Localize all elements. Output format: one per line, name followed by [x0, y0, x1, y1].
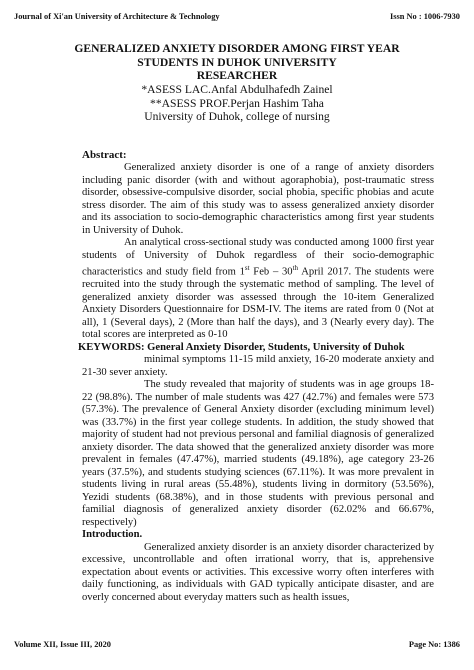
abstract-paragraph-1: Generalized anxiety disorder is one of a range of anxiety disorders including panic disorder (with and without agoraphobia), post-traumatic stress disorder, obsessive-compulsive disorder, social phobia, specific phobias and acute stress disorder. The aim of this study was to assess generalized anxiety disorder and its association to socio-demographic characteristics among first year students in University of Duhok.	[82, 162, 434, 236]
introduction-paragraph-1: Generalized anxiety disorder is an anxiety disorder characterized by excessive, uncontrollable and often irrational worry, that is, apprehensive expectation about events or activities. This excessive worry often interferes with daily functioning, as individuals with GAD typically anticipate disaster, and are overly concerned about everyday matters such as health issues,	[82, 541, 434, 603]
running-footer	[14, 640, 460, 649]
abstract-paragraph-4: The study revealed that majority of students was in age groups 18-22 (98.8%). The number of male students was 427 (42.7%) and females were 573 (57.3%). The prevalence of General Anxiety disorder (excluding minimum level) was (33.7%) in the first year college students. In addition, the study showed that majority of student had not previous personal and familial diagnosis of generalized anxiety disorder. The data showed that the generalized anxiety disorder was more prevalent in females (47.47%), married students (49.18%), age category 23-26 years (37.5%), and students studying sciences (67.11%). It was more prevalent in students living in rural areas (55.48%), students living in dormitory (53.56%), Yezidi students (68.38%), and in those students with previous personal and familial diagnosis of generalized anxiety disorder (62.02% and 66.67%, respectively)	[82, 379, 434, 528]
author-2: **ASESS PROF.Perjan Hashim Taha	[150, 96, 324, 110]
affiliation: University of Duhok, college of nursing	[144, 110, 330, 124]
abstract-paragraph-3: minimal symptoms 11-15 mild anxiety, 16-20 moderate anxiety and 21-30 sever anxiety.	[82, 354, 434, 378]
issn: Issn No : 1006-7930	[389, 12, 460, 21]
introduction-heading: Introduction.	[82, 529, 143, 541]
page-number: Page No: 1386	[408, 640, 460, 649]
running-header	[14, 12, 460, 21]
author-1: *ASESS LAC.Anfal Abdulhafedh Zainel	[141, 83, 333, 96]
author-block	[0, 83, 474, 124]
journal-name: Journal of Xi'an University of Architecture & Technology	[14, 12, 220, 21]
title-line-3: RESEARCHER	[196, 69, 278, 83]
abstract-body	[78, 162, 434, 604]
volume-issue: Volume XII, Issue III, 2020	[14, 640, 111, 649]
abstract-paragraph-2: An analytical cross-sectional study was conducted among 1000 first year students of University of Duhok regardless of their socio-demographic characteristics and study field from 1st Feb – 30th April 2017. The students were recruited into the study through the systematic method of sampling. The level of generalized anxiety disorder was assessed through the 10-item Generalized Anxiety Disorders Questionnaire for DSM-IV. The items are rated from 0 (Not at all), 1 (Several days), 2 (More than half the days), and 3 (Nearly every day). The total scores are interpreted as 0-10	[82, 237, 434, 341]
keywords: KEYWORDS: General Anxiety Disorder, Students, University of Duhok	[78, 341, 405, 353]
title-line-2: STUDENTS IN DUHOK UNIVERSITY	[137, 55, 337, 69]
title-line-1: GENERALIZED ANXIETY DISORDER AMONG FIRST YEAR	[74, 42, 400, 55]
paper-title	[0, 42, 474, 83]
abstract-heading: Abstract:	[82, 149, 127, 161]
